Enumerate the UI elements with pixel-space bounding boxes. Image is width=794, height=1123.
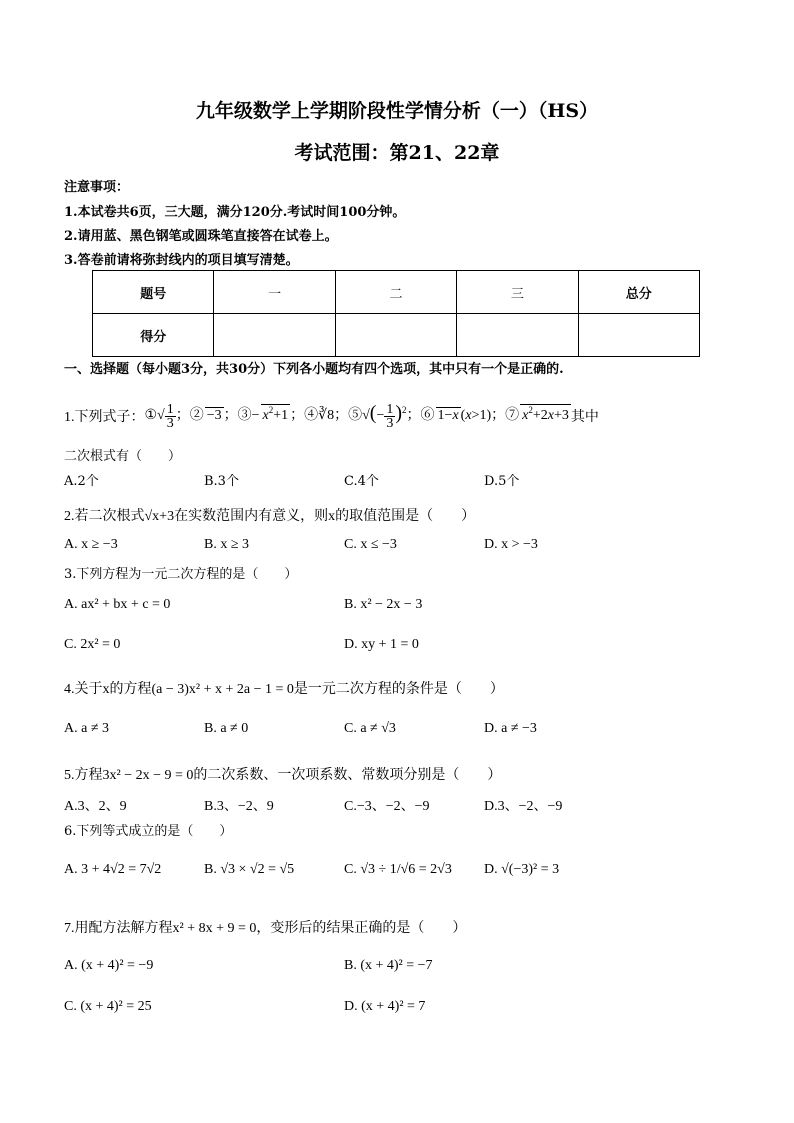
q1-stem — [64, 396, 599, 436]
q4-stem: 4.关于x的方程(a − 3)x² + x + 2a − 1 = 0是一元二次方程的条件是（ ） — [64, 682, 504, 697]
q1-stem-cont: 二次根式有（ ） — [64, 449, 182, 464]
score-header-cell: 总分 — [578, 271, 699, 314]
q1-option-a[interactable]: A.2个 — [64, 474, 99, 489]
score-table-score-row — [93, 314, 700, 357]
score-header-cell: 三 — [457, 271, 578, 314]
q5-stem: 5.方程3x² − 2x − 9 = 0的二次系数、一次项系数、常数项分别是（ ） — [64, 768, 502, 783]
q6-option-c[interactable]: C. √3 ÷ 1/√6 = 2√3 — [344, 862, 452, 877]
score-blank-cell[interactable] — [335, 314, 456, 357]
q4-option-a[interactable]: A. a ≠ 3 — [64, 721, 110, 736]
q6-option-b[interactable]: B. √3 × √2 = √5 — [204, 862, 295, 877]
score-table-header-row — [93, 271, 700, 314]
q2-option-d[interactable]: D. x > −3 — [484, 537, 538, 552]
q1-option-d[interactable]: D.5个 — [484, 474, 520, 489]
q1-option-c[interactable]: C.4个 — [344, 474, 379, 489]
q3-option-b[interactable]: B. x² − 2x − 3 — [344, 597, 423, 612]
q5-option-d[interactable]: D.3、−2、−9 — [484, 799, 563, 814]
q7-option-c[interactable]: C. (x + 4)² = 25 — [64, 999, 152, 1014]
score-header-cell: 二 — [335, 271, 456, 314]
q7-stem: 7.用配方法解方程x² + 8x + 9 = 0，变形后的结果正确的是（ ） — [64, 921, 467, 936]
q6-option-d[interactable]: D. √(−3)² = 3 — [484, 862, 560, 877]
notes-heading: 注意事项： — [64, 180, 130, 195]
score-blank-cell[interactable] — [457, 314, 578, 357]
q4-option-c[interactable]: C. a ≠ √3 — [344, 721, 396, 736]
q1-expressions: ①√ $\frac{1}{3}$ ；② −3 ；③− $x^2+1$ ；④∛8；⑤√(− $\frac{1}{3}$ )$^2$；⑥ 1−x (x>1)；⑦ $x^2+2x+3$ — [144, 401, 569, 431]
score-header-cell: 一 — [214, 271, 335, 314]
section1-heading: 一、选择题（每小题3分，共30分）下列各小题均有四个选项，其中只有一个是正确的. — [64, 362, 564, 377]
note-item-3: 3.答卷前请将弥封线内的项目填写清楚。 — [64, 253, 299, 268]
score-table — [92, 270, 700, 357]
q5-option-c[interactable]: C.−3、−2、−9 — [344, 799, 430, 814]
score-blank-cell[interactable] — [214, 314, 335, 357]
note-item-1: 1.本试卷共6页，三大题，满分120分.考试时间100分钟。 — [64, 205, 406, 220]
q2-option-b[interactable]: B. x ≥ 3 — [204, 537, 250, 552]
q6-stem: 6.下列等式成立的是（ ） — [64, 824, 233, 839]
q7-option-a[interactable]: A. (x + 4)² = −9 — [64, 958, 154, 973]
q5-option-a[interactable]: A.3、2、9 — [64, 799, 127, 814]
q3-option-d[interactable]: D. xy + 1 = 0 — [344, 637, 419, 652]
score-row-label: 得分 — [93, 314, 214, 357]
q6-option-a[interactable]: A. 3 + 4√2 = 7√2 — [64, 862, 162, 877]
score-blank-cell[interactable] — [578, 314, 699, 357]
q3-option-c[interactable]: C. 2x² = 0 — [64, 637, 121, 652]
q1-stem-end: 其中 — [570, 410, 599, 425]
q4-option-d[interactable]: D. a ≠ −3 — [484, 721, 537, 736]
q2-option-c[interactable]: C. x ≤ −3 — [344, 537, 397, 552]
q7-option-b[interactable]: B. (x + 4)² = −7 — [344, 958, 433, 973]
q3-stem: 3.下列方程为一元二次方程的是（ ） — [64, 567, 298, 582]
exam-title: 九年级数学上学期阶段性学情分析（一）（HS） — [195, 100, 599, 122]
q2-option-a[interactable]: A. x ≥ −3 — [64, 537, 118, 552]
q3-option-a[interactable]: A. ax² + bx + c = 0 — [64, 597, 171, 612]
q4-option-b[interactable]: B. a ≠ 0 — [204, 721, 249, 736]
exam-subtitle: 考试范围：第21、22章 — [294, 142, 500, 164]
q7-option-d[interactable]: D. (x + 4)² = 7 — [344, 999, 426, 1014]
q1-option-b[interactable]: B.3个 — [204, 474, 239, 489]
q1-stem-start: 1.下列式子： — [64, 410, 145, 425]
note-item-2: 2.请用蓝、黑色钢笔或圆珠笔直接答在试卷上。 — [64, 229, 338, 244]
q5-option-b[interactable]: B.3、−2、9 — [204, 799, 274, 814]
score-header-cell: 题号 — [93, 271, 214, 314]
q2-stem: 2.若二次根式√x+3在实数范围内有意义，则x的取值范围是（ ） — [64, 509, 476, 524]
